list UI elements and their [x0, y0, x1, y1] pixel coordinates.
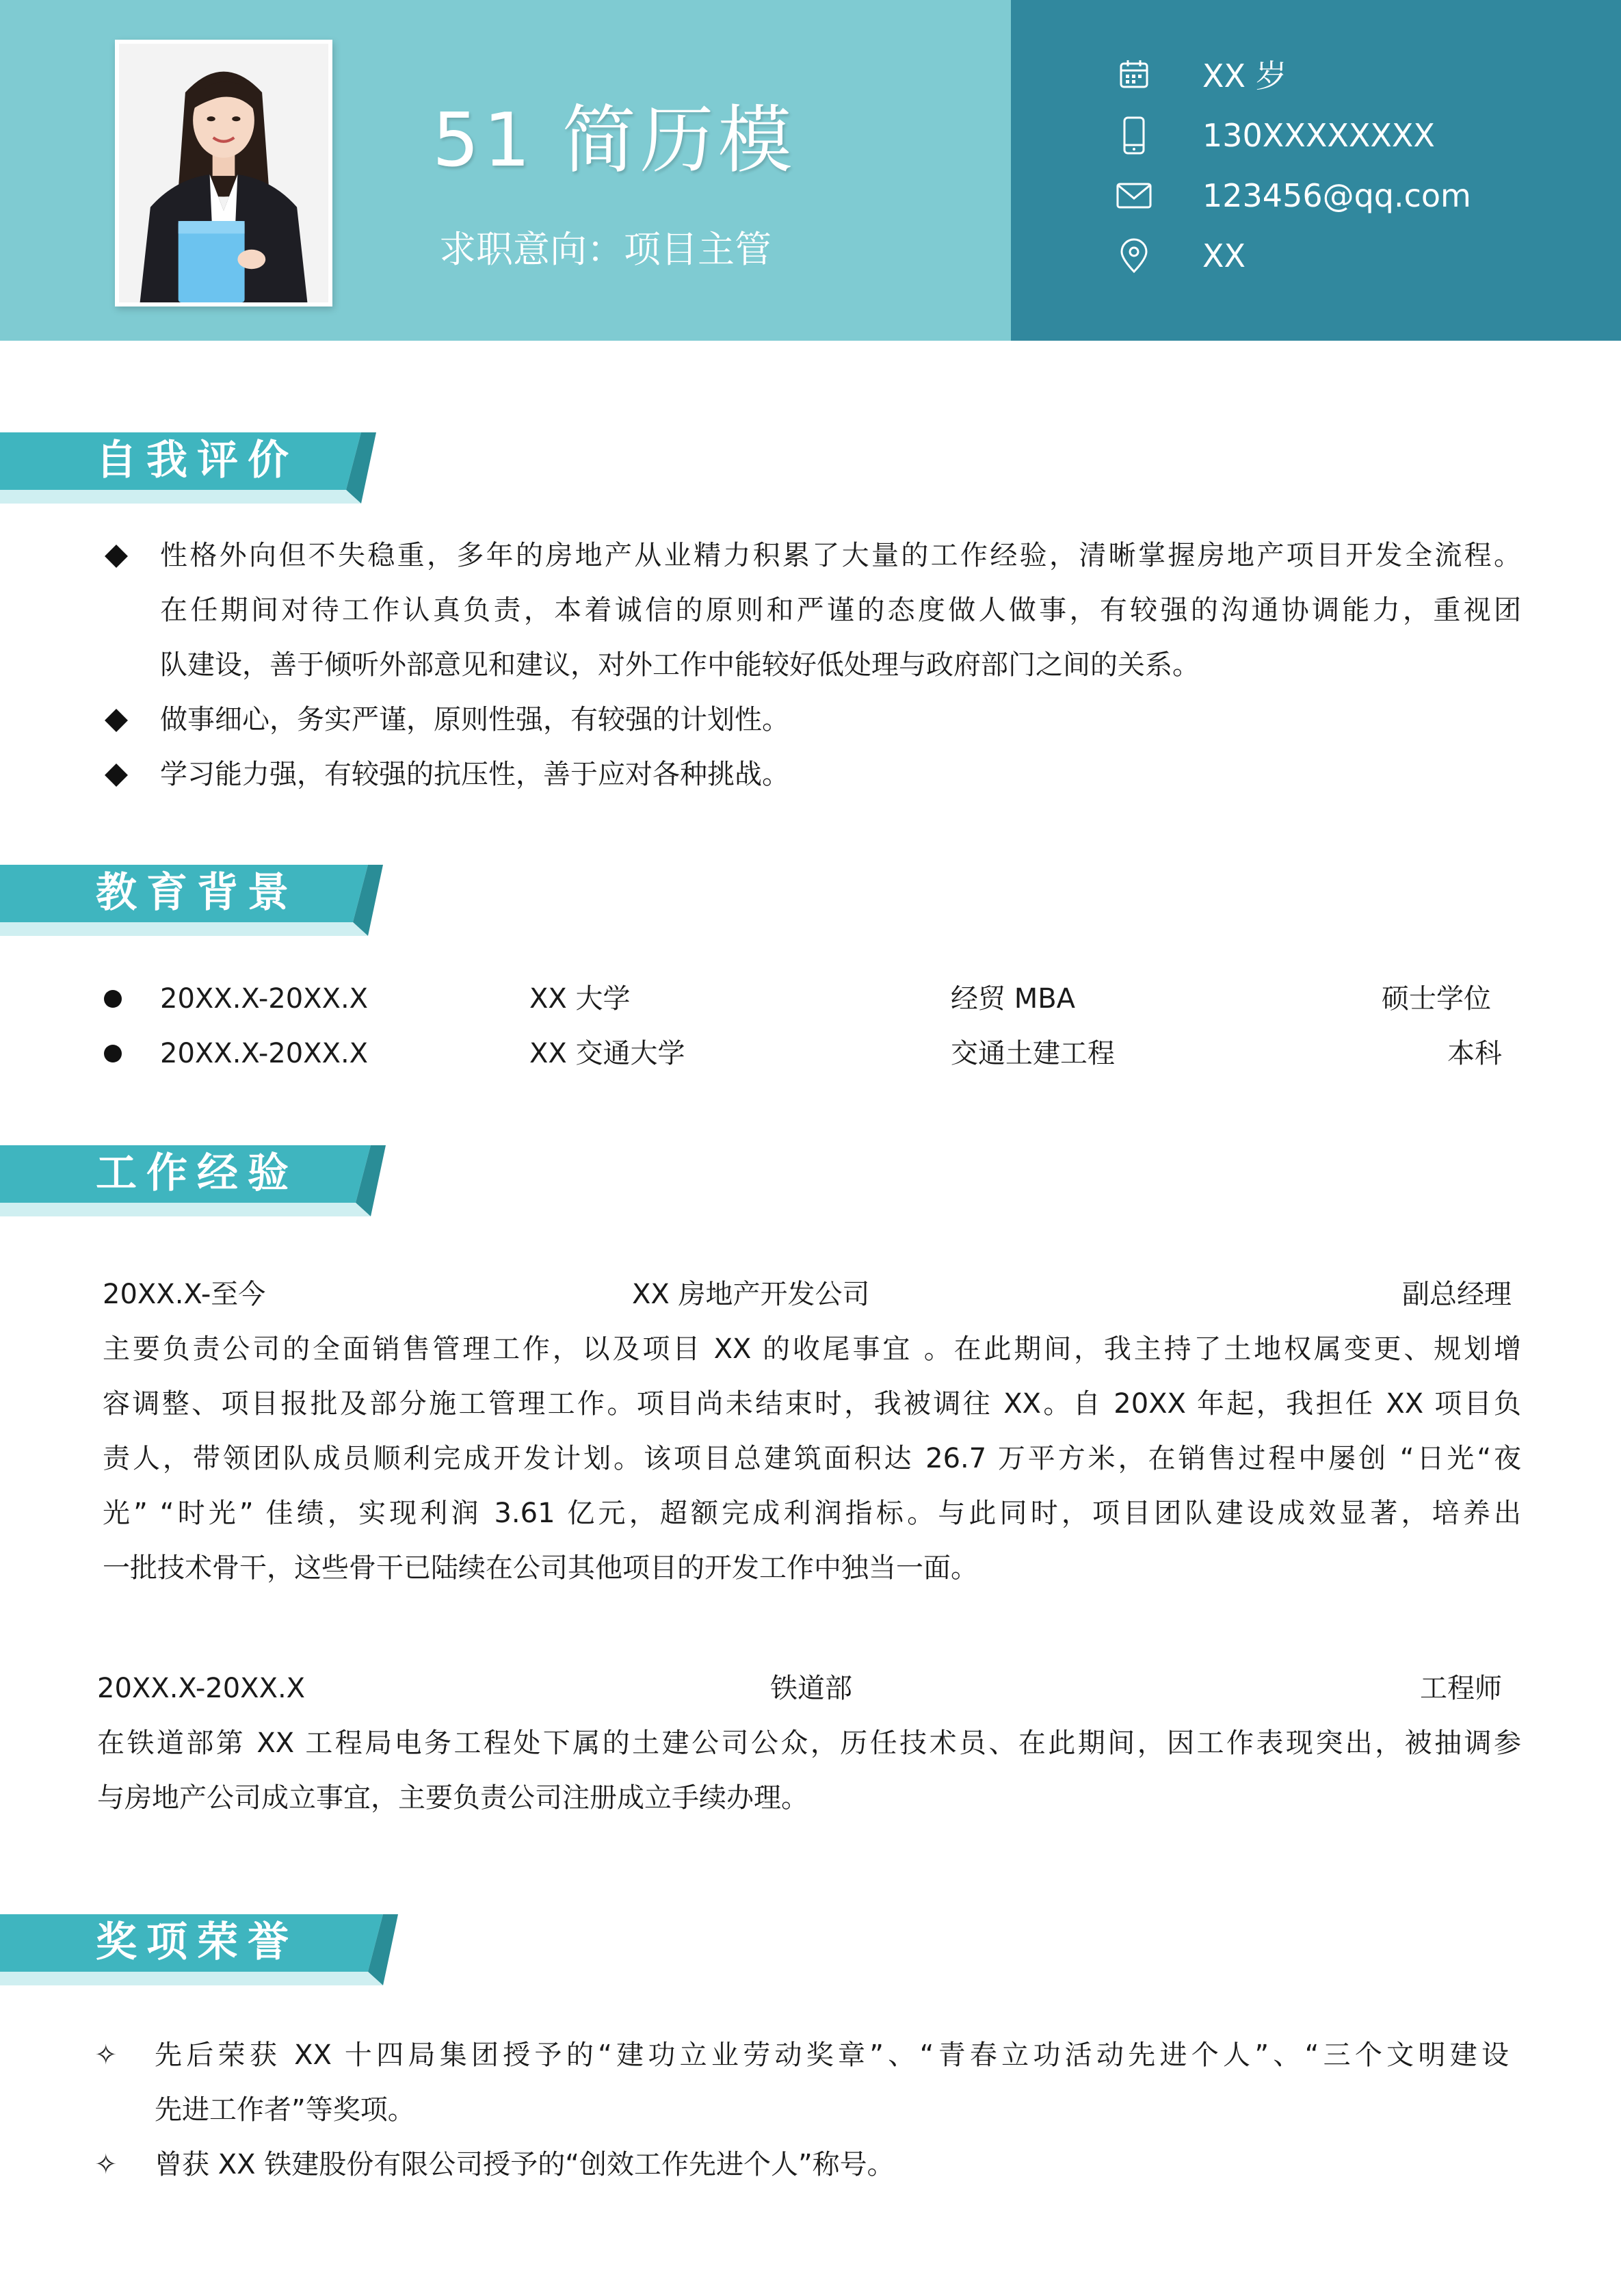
- section-banner-awards: [0, 1910, 397, 1985]
- job-desc-line: 一批技术骨干，这些骨干已陆续在公司其他项目的开发工作中独当一面。: [103, 1552, 978, 1584]
- dot-bullet-icon: [104, 1045, 122, 1062]
- section-title: 自我评价: [96, 436, 298, 484]
- award-line: 曾获 XX 铁建股份有限公司授予的“创效工作先进个人”称号。: [155, 2149, 895, 2180]
- diamond-bullet-icon: [105, 764, 128, 787]
- self-eval-line: 队建设，善于倾听外部意见和建议，对外工作中能较好低处理与政府部门之间的关系。: [160, 649, 1200, 681]
- edu-major: 交通土建工程: [951, 1038, 1115, 1069]
- job-desc-line: 容调整、项目报批及部分施工管理工作。项目尚未结束时，我被调往 XX。自 20XX 年起，我担任 XX 项目负: [103, 1388, 1521, 1420]
- job-position: 副总经理: [1402, 1279, 1512, 1310]
- self-eval-line: 性格外向但不失稳重，多年的房地产从业精力积累了大量的工作经验，清晰掌握房地产项目开发全流程。: [160, 540, 1521, 571]
- calendar-icon: [1115, 55, 1153, 93]
- star-bullet-icon: ✧: [94, 2149, 118, 2180]
- job-company: 铁道部: [770, 1673, 852, 1704]
- section-title: 工作经验: [96, 1149, 298, 1197]
- self-eval-line: 做事细心，务实严谨，原则性强，有较强的计划性。: [160, 704, 789, 735]
- contact-location-text: XX: [1202, 237, 1246, 274]
- job-desc-line: 主要负责公司的全面销售管理工作，以及项目 XX 的收尾事宜 。在此期间，我主持了土地权属变更、规划增: [103, 1333, 1521, 1365]
- profile-photo: [115, 40, 332, 306]
- resume-name: 51 简历模: [432, 98, 796, 183]
- job-desc-line: 与房地产公司成立事宜，主要负责公司注册成立手续办理。: [97, 1782, 808, 1814]
- job-period: 20XX.X-至今: [103, 1279, 266, 1310]
- contact-email-text: 123456@qq.com: [1202, 177, 1471, 214]
- award-line: 先进工作者”等奖项。: [155, 2094, 415, 2126]
- location-pin-icon: [1115, 237, 1153, 275]
- section-banner-work: [0, 1141, 397, 1216]
- edu-degree: 硕士学位: [1382, 983, 1491, 1015]
- section-title: 教育背景: [96, 869, 298, 917]
- contact-location: [1115, 229, 1246, 283]
- diamond-bullet-icon: [105, 545, 128, 568]
- edu-school: XX 大学: [529, 983, 631, 1015]
- star-bullet-icon: ✧: [94, 2039, 118, 2071]
- section-banner-self-eval: [0, 428, 397, 504]
- edu-degree: 本科: [1447, 1038, 1502, 1069]
- job-period: 20XX.X-20XX.X: [97, 1673, 306, 1704]
- phone-icon: [1115, 116, 1153, 155]
- section-banner-education: [0, 861, 397, 936]
- diamond-bullet-icon: [105, 709, 128, 732]
- job-desc-line: 在铁道部第 XX 工程局电务工程处下属的土建公司公众，历任技术员、在此期间，因工作表现突出，被抽调参: [97, 1727, 1521, 1759]
- job-intent: 求职意向：项目主管: [439, 228, 772, 271]
- self-eval-line: 在任期间对待工作认真负责，本着诚信的原则和严谨的态度做人做事，有较强的沟通协调能力，重视团: [160, 595, 1521, 626]
- contact-email: [1115, 168, 1471, 223]
- job-position: 工程师: [1420, 1673, 1502, 1704]
- contact-phone-text: 130XXXXXXXX: [1202, 117, 1435, 154]
- dot-bullet-icon: [104, 990, 122, 1008]
- job-desc-line: 责人，带领团队成员顺利完成开发计划。该项目总建筑面积达 26.7 万平方米，在销售过程中屡创 “日光“夜: [103, 1443, 1521, 1474]
- edu-period: 20XX.X-20XX.X: [160, 983, 369, 1015]
- edu-major: 经贸 MBA: [951, 983, 1076, 1015]
- edu-school: XX 交通大学: [529, 1038, 685, 1069]
- mail-icon: [1115, 177, 1153, 215]
- self-eval-line: 学习能力强，有较强的抗压性，善于应对各种挑战。: [160, 759, 789, 790]
- contact-age: [1115, 47, 1287, 101]
- job-desc-line: 光” “时光” 佳绩，实现利润 3.61 亿元，超额完成利润指标。与此同时，项目团队建设成效显著，培养出: [103, 1498, 1521, 1529]
- contact-phone: [1115, 108, 1435, 163]
- section-title: 奖项荣誉: [96, 1918, 298, 1966]
- job-company: XX 房地产开发公司: [632, 1279, 870, 1310]
- contact-age-text: XX 岁: [1202, 57, 1287, 94]
- edu-period: 20XX.X-20XX.X: [160, 1038, 369, 1069]
- award-line: 先后荣获 XX 十四局集团授予的“建功立业劳动奖章”、“青春立功活动先进个人”、“三个文明建设: [155, 2039, 1509, 2071]
